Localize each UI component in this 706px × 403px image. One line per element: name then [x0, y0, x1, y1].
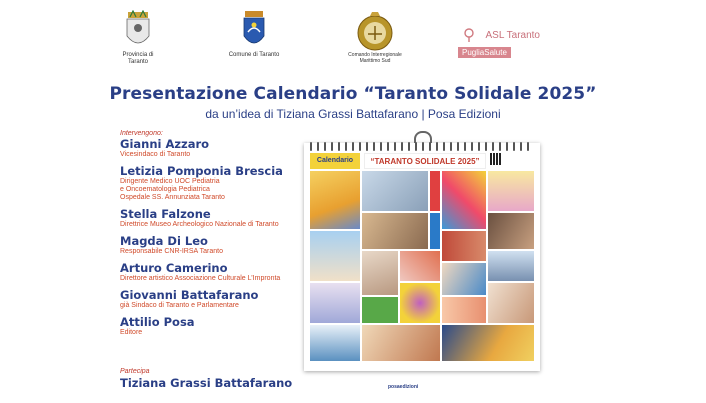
- marina-logo: [340, 10, 410, 64]
- asl-tree-icon: [462, 28, 476, 42]
- collage-tile: [442, 263, 486, 295]
- partecipa-name: Tiziana Grassi Battafarano: [120, 376, 293, 390]
- collage-tile: [310, 171, 360, 229]
- speaker-name: Gianni Azzaro: [120, 137, 210, 151]
- collage-tile: [400, 251, 440, 281]
- collage-tile: [442, 325, 534, 361]
- calendar-collage: [310, 171, 534, 361]
- collage-tile: [430, 171, 440, 211]
- speaker-role: Dirigente Medico UOC Pediatria e Oncoematologia Pediatrica Ospedale SS. Annunziata Taranto: [120, 178, 225, 201]
- speaker-name: Arturo Camerino: [120, 261, 228, 275]
- calendar-image: [304, 143, 540, 371]
- page-title: Presentazione Calendario “Taranto Solidale 2025”: [109, 84, 597, 104]
- page-subtitle: da un’idea di Tiziana Grassi Battafarano | Posa Edizioni: [205, 107, 501, 121]
- speaker-role: Direttrice Museo Archeologico Nazionale di Taranto: [120, 221, 279, 228]
- collage-tile: [362, 251, 398, 295]
- speaker-name: Stella Falzone: [120, 207, 211, 221]
- speaker-role: Vicesindaco di Taranto: [120, 151, 191, 158]
- calendar-label: Calendario: [310, 153, 360, 169]
- asl-logo: [456, 10, 540, 60]
- speaker-name: Giovanni Battafarano: [120, 288, 259, 302]
- collage-tile: [488, 171, 534, 211]
- comune-caption: Comune di Taranto: [228, 52, 280, 58]
- collage-tile: [488, 283, 534, 323]
- calendar-note: [504, 153, 536, 157]
- publisher-logo: [388, 384, 418, 390]
- collage-tile: [400, 283, 440, 323]
- speaker-item: [120, 262, 310, 283]
- calendar-title: “TARANTO SOLIDALE 2025”: [364, 153, 486, 169]
- publisher-name: posaedizioni: [388, 384, 419, 390]
- speakers-list: [120, 130, 310, 343]
- speaker-role: già Sindaco di Taranto e Parlamentare: [120, 302, 239, 309]
- collage-tile: [488, 213, 534, 249]
- collage-tile: [362, 171, 428, 211]
- provincia-caption: Provincia di Taranto: [122, 52, 154, 65]
- intervengono-label: Intervengono:: [120, 130, 163, 137]
- puglia-salute-badge: PugliaSalute: [458, 47, 511, 58]
- qr-code-icon: [490, 153, 502, 165]
- speaker-item: [120, 208, 310, 229]
- speaker-item: [120, 235, 310, 256]
- collage-tile: [310, 283, 360, 323]
- speaker-item: [120, 165, 310, 202]
- speaker-item: [120, 289, 310, 310]
- speaker-role: Direttore artistico Associazione Culturale L’Impronta: [120, 275, 281, 282]
- speaker-item: [120, 316, 310, 337]
- comune-crest-icon: [241, 10, 267, 52]
- calendar-footer-note: [314, 365, 530, 369]
- marina-emblem-icon: [354, 10, 396, 52]
- collage-tile: [430, 213, 440, 249]
- calendar-header: [310, 153, 534, 169]
- collage-tile: [442, 297, 486, 323]
- asl-name: ASL Taranto: [485, 29, 540, 41]
- speaker-name: Letizia Pomponia Brescia: [120, 164, 283, 178]
- speaker-item: [120, 138, 310, 159]
- collage-tile: [362, 297, 398, 323]
- calendar-rings: [310, 138, 534, 148]
- comune-logo: [222, 10, 286, 59]
- speaker-role: Responsabile CNR-IRSA Taranto: [120, 248, 223, 255]
- speaker-name: Attilio Posa: [120, 315, 195, 329]
- collage-tile: [362, 325, 440, 361]
- collage-tile: [310, 231, 360, 281]
- marina-caption: Comando Interregionale Marittimo Sud: [348, 52, 402, 64]
- logos-row: [0, 10, 706, 72]
- partecipa-block: [120, 368, 292, 390]
- collage-tile: [362, 213, 428, 249]
- partecipa-label: Partecipa: [120, 368, 150, 375]
- collage-tile: [442, 171, 486, 229]
- speaker-name: Magda Di Leo: [120, 234, 208, 248]
- provincia-logo: [118, 10, 158, 66]
- collage-tile: [310, 325, 360, 361]
- collage-tile: [488, 251, 534, 281]
- collage-tile: [442, 231, 486, 261]
- speaker-role: Editore: [120, 329, 143, 336]
- provincia-crest-icon: [125, 10, 151, 52]
